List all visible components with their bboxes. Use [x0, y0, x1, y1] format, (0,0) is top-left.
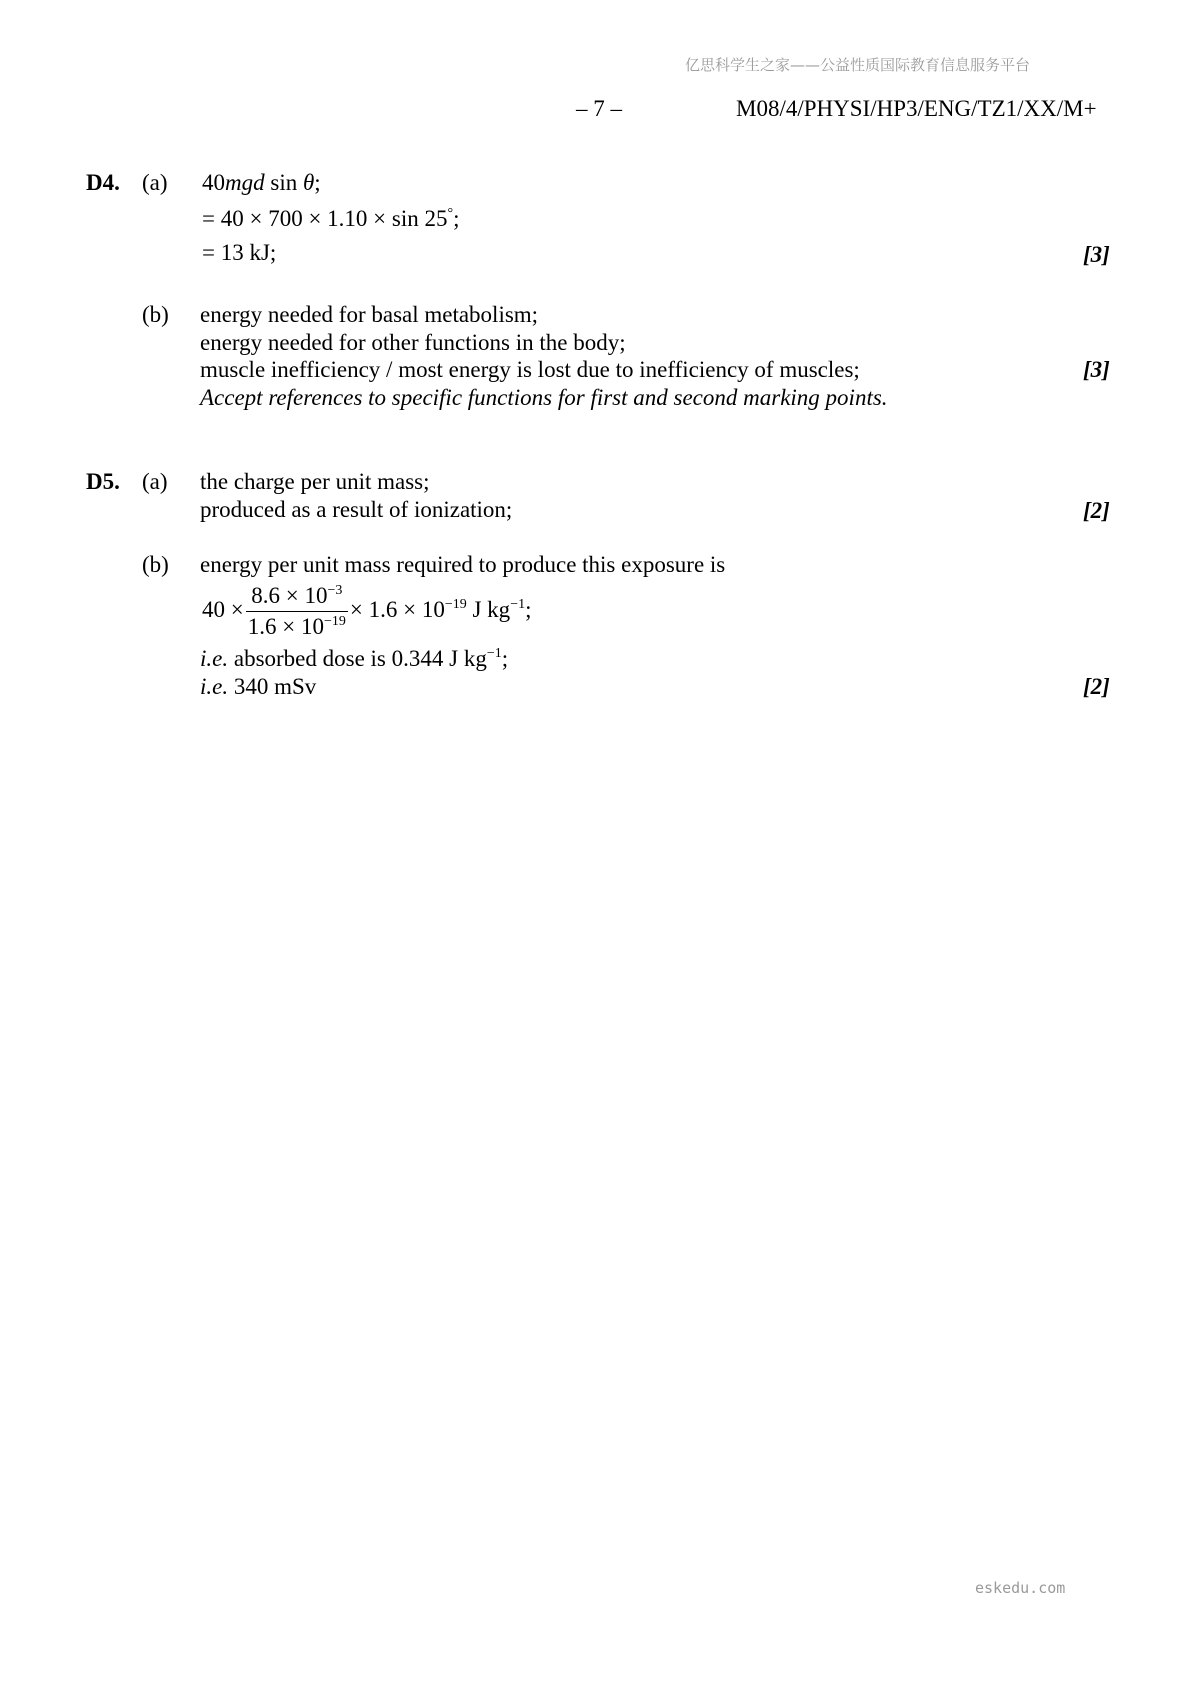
- exam-code: M08/4/PHYSI/HP3/ENG/TZ1/XX/M+: [736, 96, 1097, 121]
- watermark-bottom: eskedu.com: [975, 1579, 1066, 1597]
- part-label-d4b: (b): [142, 302, 169, 327]
- d4b-line-3: muscle inefficiency / most energy is lost due to inefficiency of muscles;: [200, 357, 860, 382]
- d5b-line-4: i.e. 340 mSv: [200, 674, 317, 699]
- d4a-line-2: = 40 × 700 × 1.10 × sin 25°;: [202, 206, 460, 231]
- question-number-d5: D5.: [86, 469, 120, 494]
- d4b-line-4-note: Accept references to specific functions for first and second marking points.: [200, 385, 888, 410]
- d5a-line-2: produced as a result of ionization;: [200, 497, 513, 522]
- marks-d5b: [2]: [1083, 674, 1110, 699]
- d4b-line-1: energy needed for basal metabolism;: [200, 302, 539, 327]
- d4b-line-2: energy needed for other functions in the body;: [200, 330, 626, 355]
- marks-d4a: [3]: [1083, 242, 1110, 267]
- part-label-d5b: (b): [142, 552, 169, 577]
- page-number: – 7 –: [576, 96, 622, 121]
- fraction-denominator: $1.6 \times 10^{-19}$: [247, 614, 346, 639]
- part-label-d4a: (a): [142, 170, 168, 195]
- d5a-line-1: the charge per unit mass;: [200, 469, 430, 494]
- fraction: [246, 582, 348, 641]
- watermark-top: 亿思科学生之家——公益性质国际教育信息服务平台: [685, 56, 1031, 74]
- d5b-line-1: energy per unit mass required to produce this exposure is: [200, 552, 726, 577]
- part-label-d5a: (a): [142, 469, 168, 494]
- d5b-line-3: i.e. absorbed dose is 0.344 J $kg^{-1}$;: [200, 646, 509, 671]
- d4a-line-1: 40mgd sin θ;: [202, 170, 321, 195]
- question-number-d4: D4.: [86, 170, 120, 195]
- fraction-numerator: $8.6 \times 10^{-3}$: [246, 582, 348, 612]
- marks-d5a: [2]: [1083, 498, 1110, 523]
- marks-d4b: [3]: [1083, 357, 1110, 382]
- d4a-line-3: = 13 kJ;: [202, 240, 277, 265]
- d5b-formula: 40 × $\frac{8.6 \times 10^{-3}}{1.6 \times 10^{-19}}$ × $1.6 \times 10^{-19}$ J $kg^{-1}$;: [202, 583, 532, 639]
